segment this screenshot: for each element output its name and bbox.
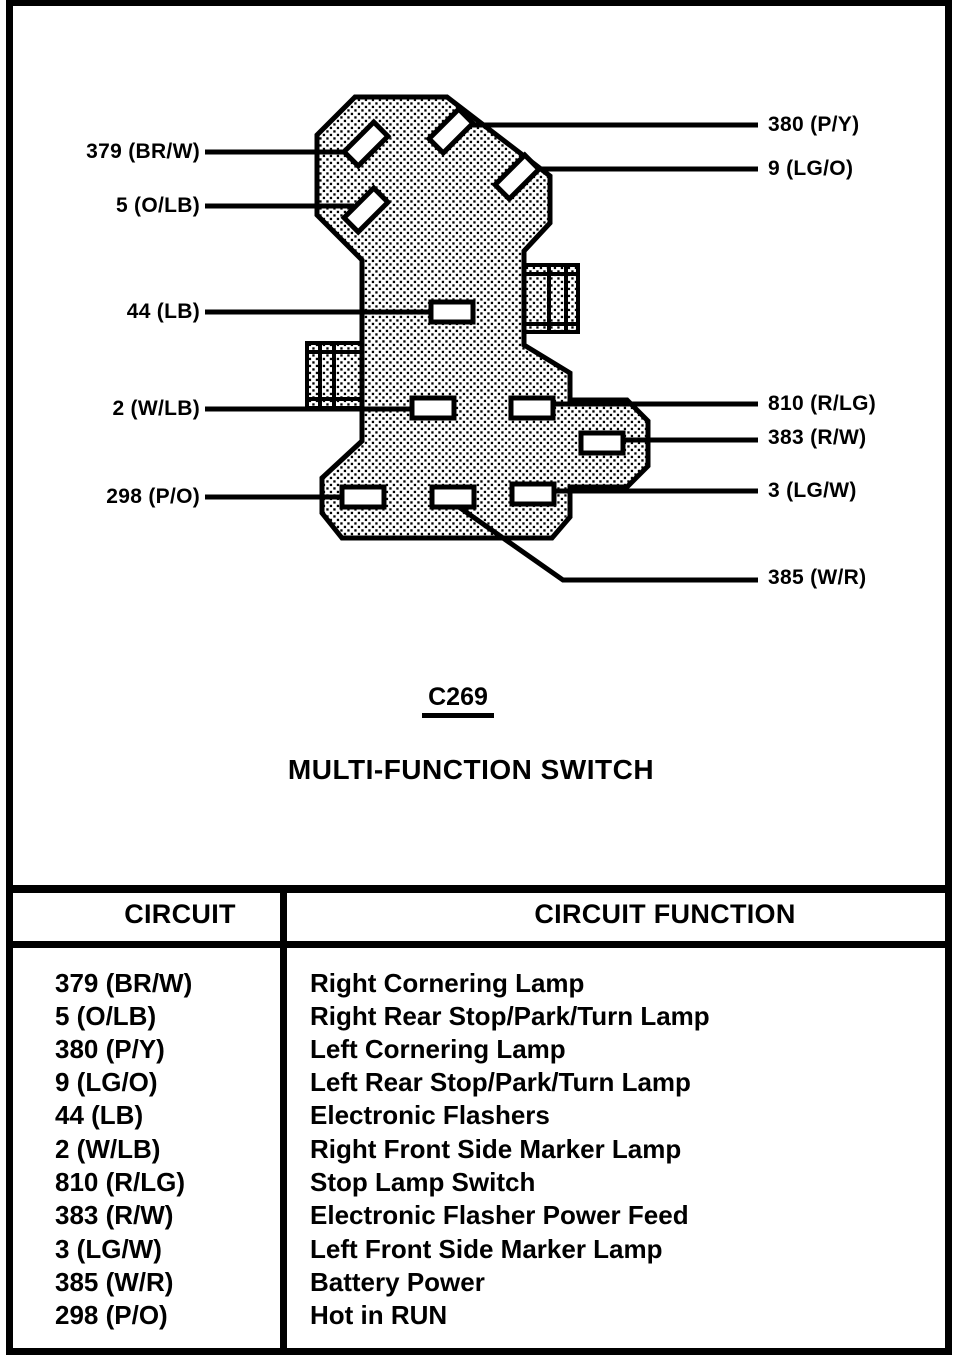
circuit-cell: 44 (LB) <box>55 1100 144 1130</box>
function-cell: Electronic Flashers <box>310 1100 550 1130</box>
table-row <box>0 1302 960 1332</box>
pin-slot-810 <box>511 398 553 418</box>
pin-slot-385 <box>432 487 474 507</box>
pin-label-379: 379 (BR/W) <box>86 140 200 163</box>
pin-label-385: 385 (W/R) <box>768 566 867 589</box>
function-cell: Right Rear Stop/Park/Turn Lamp <box>310 1001 710 1031</box>
table-top-rule <box>6 885 952 893</box>
table-row <box>0 1069 960 1099</box>
table-row <box>0 970 960 1000</box>
circuit-cell: 2 (W/LB) <box>55 1134 161 1164</box>
table-row <box>0 1102 960 1132</box>
pin-slot-3 <box>512 484 554 504</box>
circuit-cell: 3 (LG/W) <box>55 1234 162 1264</box>
pin-label-9: 9 (LG/O) <box>768 157 854 180</box>
connector-body <box>317 97 648 538</box>
function-cell: Electronic Flasher Power Feed <box>310 1200 689 1230</box>
circuit-cell: 810 (R/LG) <box>55 1167 186 1197</box>
pin-label-383: 383 (R/W) <box>768 426 867 449</box>
column-header-function: CIRCUIT FUNCTION <box>534 899 796 929</box>
function-cell: Stop Lamp Switch <box>310 1167 536 1197</box>
left-mount-tab <box>307 343 362 408</box>
pin-slot-2 <box>412 398 454 418</box>
pin-slot-298 <box>342 487 384 507</box>
table-row <box>0 1269 960 1299</box>
pin-label-2: 2 (W/LB) <box>112 397 200 420</box>
circuit-cell: 379 (BR/W) <box>55 968 193 998</box>
circuit-cell: 5 (O/LB) <box>55 1001 157 1031</box>
pin-label-298: 298 (P/O) <box>106 485 200 508</box>
page-title: MULTI-FUNCTION SWITCH <box>287 754 655 785</box>
function-cell: Left Cornering Lamp <box>310 1034 566 1064</box>
pin-label-810: 810 (R/LG) <box>768 392 877 415</box>
table-row <box>0 1202 960 1232</box>
table-row <box>0 1003 960 1033</box>
circuit-cell: 383 (R/W) <box>55 1200 174 1230</box>
function-cell: Left Rear Stop/Park/Turn Lamp <box>310 1067 691 1097</box>
function-cell: Left Front Side Marker Lamp <box>310 1234 663 1264</box>
connector-id: C269 <box>422 684 494 718</box>
pin-label-5: 5 (O/LB) <box>115 194 200 217</box>
table-header-rule <box>6 941 952 948</box>
right-mount-tab <box>524 265 578 332</box>
function-cell: Battery Power <box>310 1267 485 1297</box>
circuit-cell: 380 (P/Y) <box>55 1034 165 1064</box>
circuit-cell: 298 (P/O) <box>55 1300 168 1330</box>
pin-label-3: 3 (LG/W) <box>768 479 857 502</box>
pin-label-44: 44 (LB) <box>126 300 200 323</box>
circuit-cell: 9 (LG/O) <box>55 1067 158 1097</box>
table-row <box>0 1136 960 1166</box>
pin-slot-44 <box>431 302 473 322</box>
pin-slot-383 <box>581 433 623 453</box>
circuit-cell: 385 (W/R) <box>55 1267 174 1297</box>
column-header-circuit: CIRCUIT <box>124 899 236 929</box>
table-row <box>0 1169 960 1199</box>
pin-label-380: 380 (P/Y) <box>768 113 860 136</box>
table-row <box>0 1236 960 1266</box>
function-cell: Hot in RUN <box>310 1300 448 1330</box>
table-row <box>0 1036 960 1066</box>
function-cell: Right Front Side Marker Lamp <box>310 1134 682 1164</box>
function-cell: Right Cornering Lamp <box>310 968 585 998</box>
